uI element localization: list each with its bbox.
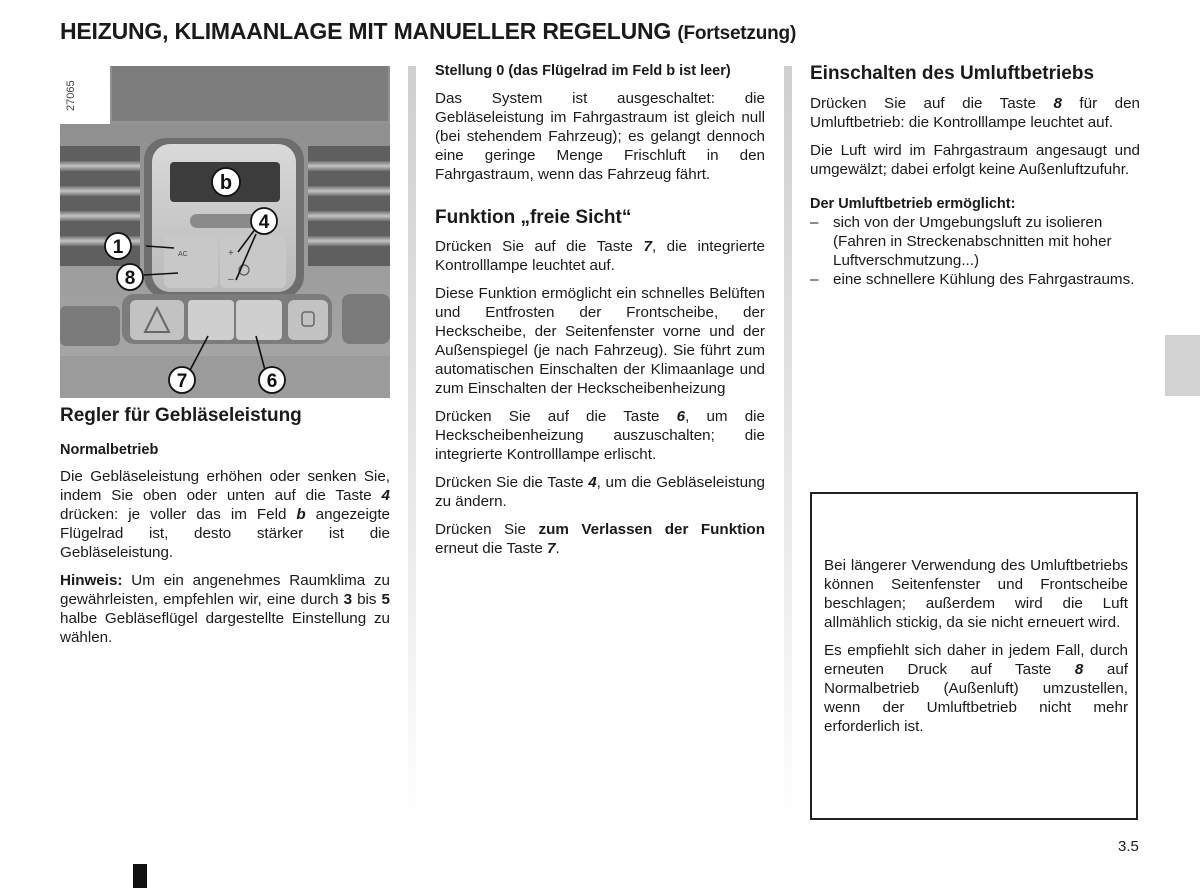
right-air-vent [308,146,390,266]
callout-1 [105,233,131,259]
column-divider-right [784,66,792,826]
fan-plus-label: + [228,248,234,259]
air-circulation-paragraph: Die Luft wird im Fahrgastraum angesaugt und umgewälzt; dabei erfolgt keine Außenluftzufuhr. [810,142,1140,178]
list-item: – eine schnellere Kühlung des Fahrgastraums. [810,270,1140,289]
callout-b [212,168,240,196]
callout-8 [117,264,143,290]
door-lock-button[interactable] [288,300,328,340]
rear-defrost-button-6[interactable] [236,300,282,340]
callout-4 [251,208,277,234]
page-number: 3.5 [1118,838,1139,855]
position-zero-subheading: Stellung 0 (das Flügelrad im Feld b ist leer) [435,63,731,79]
system-off-paragraph: Das System ist ausgeschaltet: die Gebläseleistung im Fahrgastraum ist gleich null (bei stehendem Fahrzeug); es gelangt dennoch eine geringe Menge Frischluft in den Fahrgastraum, wenn das Fahrzeug fährt. [435,90,765,183]
rear-defrost-paragraph: Drücken Sie auf die Taste 6, um die Heckscheibenheizung auszuschalten; die integrierte Kontrolllampe erlischt. [435,408,765,463]
fan-control-heading: Regler für Gebläseleistung [60,405,302,426]
note-paragraph-2: Es empfiehlt sich daher in jedem Fall, durch erneuten Druck auf Taste 8 auf Normalbetrieb (Außenluft) umzustellen, wenn der Umluftbetrieb nicht mehr erforderlich ist. [824,642,1128,735]
left-column [60,62,390,656]
fan-control-paragraph: Die Gebläseleistung erhöhen oder senken Sie, indem Sie oben oder unten auf die Taste 4 drücken: je voller das im Feld b angezeigte Flügelrad ist, desto stärker ist die Gebläseleistung. [60,468,390,561]
crop-mark [133,864,147,888]
recirculation-heading: Einschalten des Umluftbetriebs [810,63,1095,84]
exit-function-paragraph: Drücken Sie zum Verlassen der Funktion erneut die Taste 7. [435,521,765,557]
recirculation-benefits-list [810,213,1140,289]
column-divider-left [408,66,416,826]
press-key-8-paragraph: Drücken Sie auf die Taste 8 für den Umluftbetrieb: die Kontrolllampe leuchtet auf. [810,95,1140,131]
demist-button-7[interactable] [188,300,234,340]
svg-text:6: 6 [266,371,278,392]
control-panel-svg [60,66,390,398]
page-title-continuation: (Fortsetzung) [677,23,797,44]
control-panel-illustration [60,66,390,398]
middle-column [435,62,765,567]
svg-text:1: 1 [112,237,124,258]
fan-minus-label: – [228,274,234,285]
function-description-paragraph: Diese Funktion ermöglicht ein schnelles Belüften und Entfrosten der Frontscheibe, der Heckscheibe, der Seitenfenster vorne und der Außenspiegel (je nach Fahrzeug). Sie führt zum automatischen Einschalten der Klimaanlage und zum Einschalten der Heckscheibenheizung [435,285,765,397]
ac-button-label: AC [178,251,188,258]
normal-operation-subheading: Normalbetrieb [60,442,159,458]
list-item: – sich von der Umgebungsluft zu isolieren (Fahren in Streckenabschnitten mit hoher Luftverschmutzung...) [810,213,1140,270]
ac-recirculation-button-block[interactable] [164,236,218,288]
svg-text:4: 4 [258,212,270,233]
press-key-7-paragraph: Drücken Sie auf die Taste 7, die integrierte Kontrolllampe leuchtet auf. [435,238,765,274]
svg-text:7: 7 [176,371,188,392]
callout-7 [169,367,195,393]
hint-paragraph: Hinweis: Um ein angenehmes Raumklima zu gewährleisten, empfehlen wir, eine durch 3 bis 5 halbe Gebläseflügel dargestellte Einstellung zu wählen. [60,572,390,646]
clear-view-heading: Funktion „freie Sicht“ [435,207,632,228]
note-paragraph-1: Bei längerer Verwendung des Umluftbetriebs können Seitenfenster und Frontscheibe beschlagen; außerdem wird die Luft allmählich stickig, da sie nicht erneuert wird. [824,557,1128,631]
recirculation-allows-subheading: Der Umluftbetrieb ermöglicht: [810,196,1016,212]
chapter-tab [1165,335,1200,396]
svg-text:b: b [219,172,233,194]
svg-text:8: 8 [124,268,136,289]
page-title [60,18,796,45]
callout-6 [259,367,285,393]
page-title-main: HEIZUNG, KLIMAANLAGE MIT MANUELLER REGELUNG [60,18,672,44]
warning-note-box [810,492,1138,820]
figure-number: 27065 [65,80,77,112]
right-column [810,62,1140,289]
fan-change-paragraph: Drücken Sie die Taste 4, um die Gebläseleistung zu ändern. [435,474,765,510]
